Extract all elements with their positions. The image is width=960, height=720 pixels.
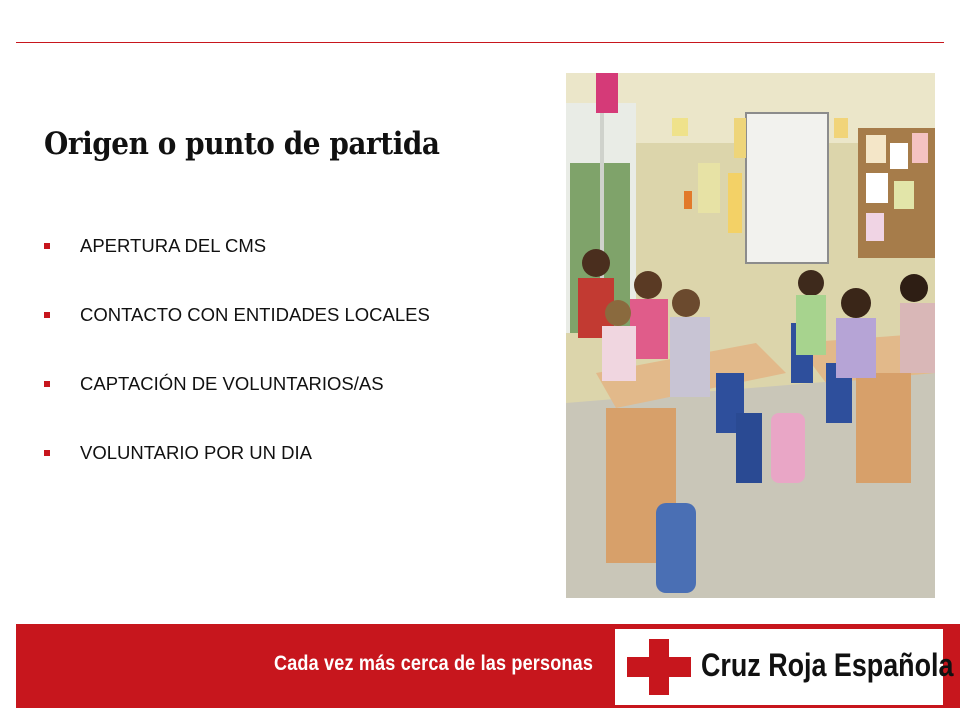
bullet-text: CONTACTO CON ENTIDADES LOCALES [80, 303, 430, 325]
bullet-list [44, 230, 430, 506]
top-divider [16, 42, 944, 43]
brand-name: Cruz Roja Española [701, 647, 954, 683]
bullet-item [44, 230, 430, 261]
footer-banner [16, 624, 960, 708]
square-bullet-icon [44, 381, 50, 387]
square-bullet-icon [44, 243, 50, 249]
classroom-photo [566, 73, 935, 598]
square-bullet-icon [44, 450, 50, 456]
slide-title: Origen o punto de partida [44, 126, 440, 162]
bullet-item [44, 299, 430, 330]
bullet-item [44, 368, 430, 399]
bullet-text: APERTURA DEL CMS [80, 234, 267, 256]
cruz-roja-logo [614, 628, 954, 706]
slogan: Cada vez más cerca de las personas [274, 652, 594, 675]
square-bullet-icon [44, 312, 50, 318]
bullet-text: CAPTACIÓN DE VOLUNTARIOS/AS [80, 372, 384, 394]
bullet-item [44, 437, 430, 468]
red-cross-icon [627, 639, 691, 695]
bullet-text: VOLUNTARIO POR UN DIA [80, 441, 312, 463]
